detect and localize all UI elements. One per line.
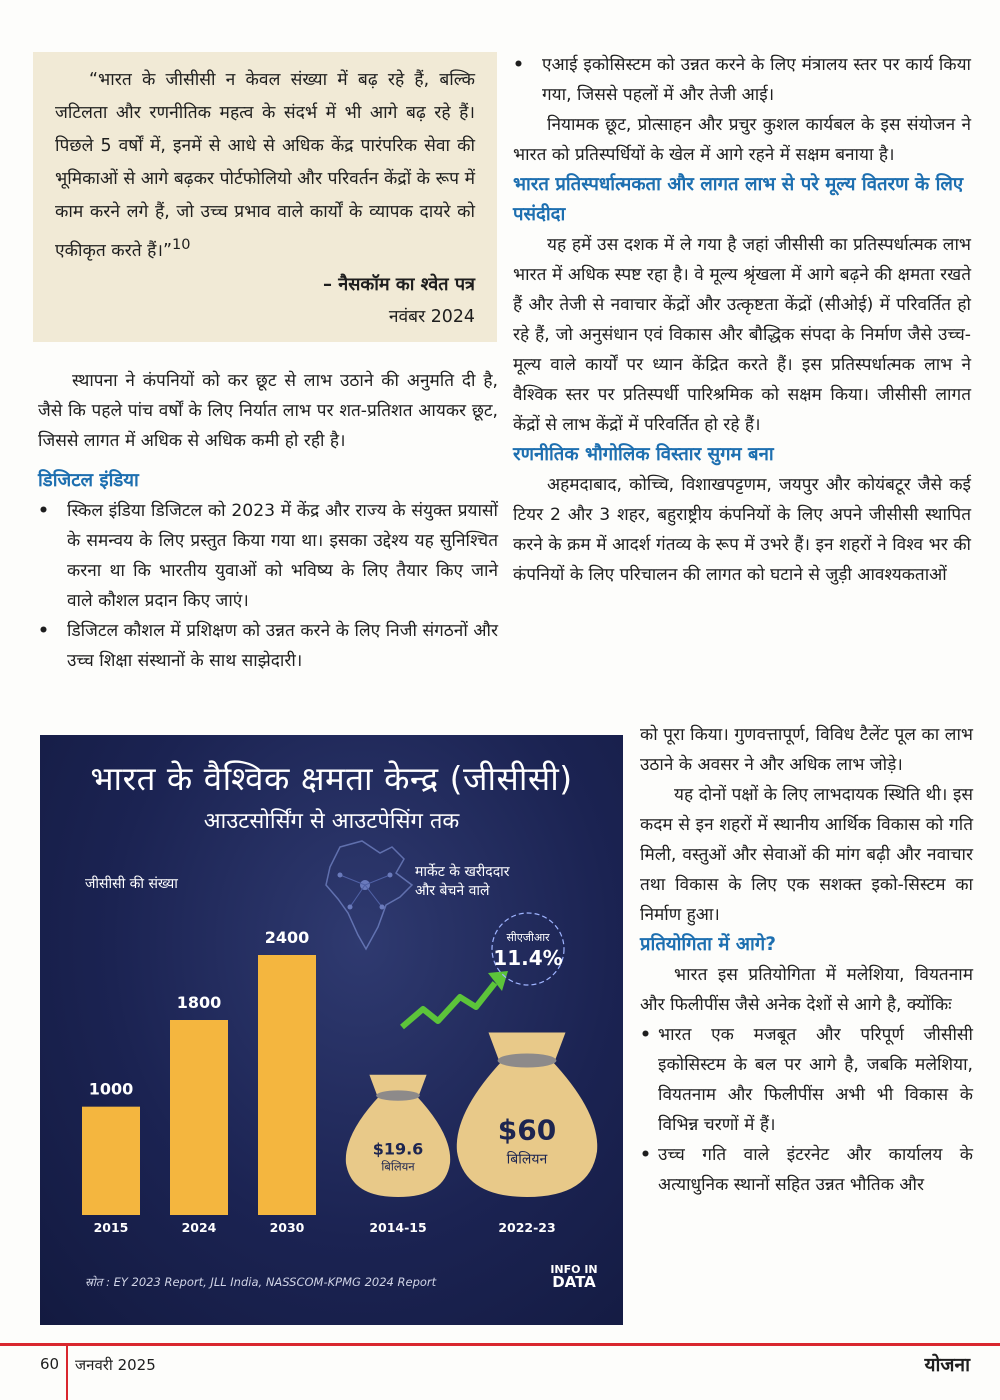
india-map-icon bbox=[326, 841, 412, 949]
left-column bbox=[38, 366, 498, 676]
heading-geographic-expansion: रणनीतिक भौगोलिक विस्तार सुगम बना bbox=[513, 444, 774, 465]
quote-text: “भारत के जीसीसी न केवल संख्या में बढ़ रहे हैं, बल्कि जटिलता और रणनीतिक महत्व के संदर्भ में भी आगे बढ़ रहे हैं। पिछले 5 वर्षों में, इनमें से आधे से अधिक केंद्र पारंपरिक सेवा की भूमिकाओं से आगे बढ़कर पोर्टफोलियो और परिवर्तन केंद्रों के रूप में काम करने लगे हैं, जो उच्च प्रभाव वाले कार्यों के व्यापक दायरे को एकीकृत करते हैं।”$^{10}$ bbox=[55, 70, 475, 261]
right-column bbox=[513, 50, 971, 590]
bullet-icon: • bbox=[640, 1145, 651, 1165]
benefit-paragraph: यह दोनों पक्षों के लिए लाभदायक स्थिति थी। इस कदम से इन शहरों में स्थानीय आर्थिक विकास को गति मिली, वस्तुओं और सेवाओं की मांग बढ़ी और नवाचार तथा विकास के लिए एक सशक्त इको-सिस्टम का निर्माण हुआ। bbox=[640, 785, 973, 925]
bullet-icon: • bbox=[38, 621, 49, 641]
quote-date: नवंबर 2024 bbox=[388, 306, 475, 327]
establishment-paragraph: स्थापना ने कंपनियों को कर छूट से लाभ उठाने की अनुमति दी है, जैसे कि पहले पांच वर्षों के लिए निर्यात लाभ पर शत-प्रतिशत आयकर छूट, जिससे लागत में अधिक से अधिक कमी हो रही है। bbox=[38, 371, 498, 451]
magazine-name: योजना bbox=[924, 1354, 970, 1376]
quote-box bbox=[33, 52, 497, 342]
info-in-data-logo bbox=[548, 1263, 600, 1299]
gcc-bar-year-label: 2024 bbox=[181, 1220, 217, 1235]
gcc-infographic bbox=[40, 735, 623, 1325]
money-bag-value: $19.6 bbox=[372, 1139, 424, 1159]
footer-rule bbox=[0, 1343, 1000, 1346]
footer-divider bbox=[66, 1346, 68, 1400]
geo-paragraph-continued: को पूरा किया। गुणवत्तापूर्ण, विविध टैलेंट पूल का लाभ उठाने के अवसर ने और अधिक लाभ जोड़े। bbox=[640, 725, 973, 775]
market-label-line1: मार्केट के खरीददार bbox=[415, 864, 510, 880]
competition-paragraph: भारत इस प्रतियोगिता में मलेशिया, वियतनाम और फिलीपींस जैसे अनेक देशों से आगे है, क्योंकिः bbox=[640, 965, 973, 1015]
bullet-icon: • bbox=[513, 55, 524, 75]
logo-line1: INFO IN bbox=[550, 1263, 598, 1276]
right-narrow-column bbox=[640, 720, 973, 1200]
infographic-subtitle: आउटसोर्सिंग से आउटपेसिंग तक bbox=[203, 809, 460, 834]
list-item: • डिजिटल कौशल में प्रशिक्षण को उन्नत करने के लिए निजी संगठनों और उच्च शिक्षा संस्थानों के साथ साझेदारी। bbox=[38, 616, 498, 676]
list-item: • भारत एक मजबूत और परिपूर्ण जीसीसी इकोसिस्टम के बल पर आगे है, जबकि मलेशिया, वियतनाम और फिलीपींस अभी भी विकास के विभिन्न चरणों में हैं। bbox=[640, 1020, 973, 1140]
value-paragraph: यह हमें उस दशक में ले गया है जहां जीसीसी का प्रतिस्पर्धात्मक लाभ भारत में अधिक स्पष्ट रहा है। वे मूल्य श्रृंखला में आगे बढ़ने की क्षमता रखते हैं और तेजी से नवाचार केंद्रों और उत्कृष्टता केंद्रों (सीओई) में परिवर्तित हो रहे हैं, जो अनुसंधान एवं विकास और बौद्धिक संपदा के निर्माण जैसे उच्च-मूल्य वाले कार्यों पर ध्यान केंद्रित करते हैं। इस प्रतिस्पर्धात्मक लाभ ने वैश्विक स्तर पर प्रतिस्पर्धी पारिश्रमिक को सक्षम किया। जीसीसी लागत केंद्रों से लाभ केंद्रों में परिवर्तित हो रहे हैं। bbox=[513, 235, 971, 435]
ai-list bbox=[513, 50, 971, 110]
list-item: • उच्च गति वाले इंटरनेट और कार्यालय के अत्याधुनिक स्थानों सहित उन्नत भौतिक और bbox=[640, 1140, 973, 1200]
heading-competition: प्रतियोगिता में आगे? bbox=[640, 934, 776, 955]
list-item: • स्किल इंडिया डिजिटल को 2023 में केंद्र और राज्य के संयुक्त प्रयासों के समन्वय के लिए प्रस्तुत किया गया था। इसका उद्देश्य यह सुनिश्चित करना था कि भारतीय युवाओं को भविष्य के लिए तैयार किए जाने वाले कौशल प्रदान किए जाएं। bbox=[38, 496, 498, 616]
growth-arrow-icon bbox=[402, 971, 508, 1027]
market-label-line2: और बेचने वाले bbox=[415, 883, 490, 899]
infographic-source: स्रोत : EY 2023 Report, JLL India, NASSCOM-KPMG 2024 Report bbox=[85, 1275, 437, 1289]
money-bag-2014-15 bbox=[346, 1075, 450, 1235]
cagr-value: 11.4% bbox=[493, 946, 563, 970]
regulatory-paragraph: नियामक छूट, प्रोत्साहन और प्रचुर कुशल कार्यबल के इस संयोजन ने भारत को प्रतिस्पर्धियों के खेल में आगे रहने में सक्षम बनाया है। bbox=[513, 115, 971, 165]
gcc-bar-value-label: 2400 bbox=[264, 928, 310, 947]
infographic-title: भारत के वैश्विक क्षमता केन्द्र (जीसीसी) bbox=[90, 759, 573, 798]
digital-india-list bbox=[38, 496, 498, 676]
bullet-icon: • bbox=[38, 501, 49, 521]
issue-date: जनवरी 2025 bbox=[75, 1356, 156, 1374]
gcc-bar-year-label: 2015 bbox=[93, 1220, 129, 1235]
geo-paragraph: अहमदाबाद, कोच्चि, विशाखपट्टणम, जयपुर और कोयंबटूर जैसे कई टियर 2 और 3 शहर, बहुराष्ट्रीय कंपनियों के लिए अपने जीसीसी स्थापित करने के क्रम में आदर्श गंतव्य के रूप में उभरे हैं। इन शहरों ने विश्व भर की कंपनियों के लिए परिचालन की लागत को घटाने से जुड़ी आवश्यकताओं bbox=[513, 475, 971, 585]
heading-value-delivery: भारत प्रतिस्पर्धात्मकता और लागत लाभ से परे मूल्य वितरण के लिए पसंदीदा bbox=[513, 174, 964, 225]
quote-source: – नैसकॉम का श्वेत पत्र bbox=[322, 273, 475, 295]
money-bag-period-label: 2014-15 bbox=[369, 1220, 427, 1235]
bullet-icon: • bbox=[640, 1025, 651, 1045]
heading-digital-india: डिजिटल इंडिया bbox=[38, 470, 139, 491]
cagr-label: सीएजीआर bbox=[506, 931, 550, 944]
quote-footnote: 10 bbox=[172, 237, 191, 253]
competition-list bbox=[640, 1020, 973, 1200]
money-bag-period-label: 2022-23 bbox=[498, 1220, 556, 1235]
gcc-bar-value-label: 1800 bbox=[176, 993, 222, 1012]
list-item: • एआई इकोसिस्टम को उन्नत करने के लिए मंत्रालय स्तर पर कार्य किया गया, जिससे पहलों में और तेजी आई। bbox=[513, 50, 971, 110]
money-bag-value: $60 bbox=[497, 1113, 557, 1147]
gcc-bar-year-label: 2030 bbox=[269, 1220, 305, 1235]
gcc-bar-2030 bbox=[258, 955, 316, 1215]
page-number: 60 bbox=[40, 1355, 60, 1373]
gcc-bar-2024 bbox=[170, 1020, 228, 1215]
money-bag-unit: बिलियन bbox=[381, 1159, 415, 1174]
money-bag-2022-23 bbox=[457, 1033, 597, 1236]
gcc-bar-2015 bbox=[82, 1107, 140, 1215]
cagr-badge bbox=[492, 913, 564, 985]
money-bag-unit: बिलियन bbox=[506, 1151, 548, 1168]
money-bag-tie bbox=[498, 1054, 557, 1068]
gcc-bar-value-label: 1000 bbox=[88, 1079, 134, 1099]
money-bag-tie bbox=[376, 1090, 420, 1100]
gcc-count-label: जीसीसी की संख्या bbox=[85, 876, 178, 892]
logo-line2: DATA bbox=[552, 1273, 596, 1291]
